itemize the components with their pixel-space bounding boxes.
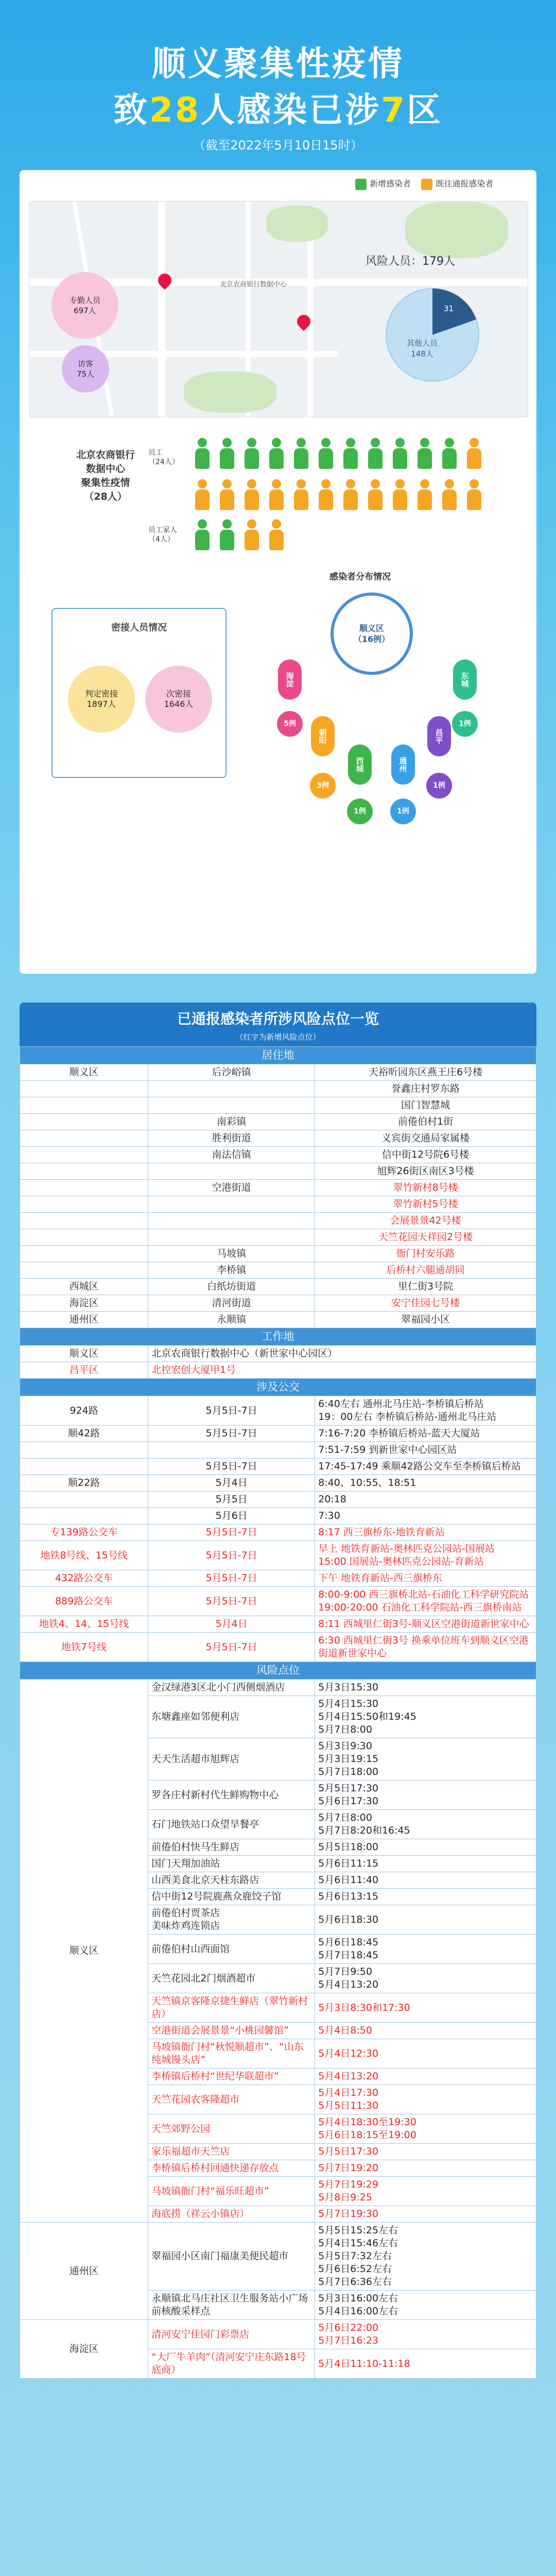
- person-icon: [266, 519, 287, 551]
- table-cell: 李桥镇后桥村“世纪华联超市”: [148, 2069, 315, 2085]
- table-cell: 早上 地铁育新站-奥林匹克公园站-国展站 15:00 国展站-奥林匹克公园站-育新站: [315, 1541, 536, 1570]
- table-cell: 后沙峪镇: [148, 1064, 315, 1081]
- title-suffix: 区: [406, 90, 443, 130]
- table-row: [20, 1680, 536, 1696]
- person-icon: [241, 519, 263, 551]
- table-row: [20, 1541, 536, 1570]
- table-cell: 5月4日: [148, 1475, 315, 1492]
- table-cell: 永顺镇: [148, 1312, 315, 1328]
- table-cell: [20, 1262, 148, 1279]
- table-cell: 翠竹新村8号楼: [315, 1180, 536, 1196]
- table-cell: 工作地: [20, 1328, 536, 1346]
- table-row: [20, 1346, 536, 1362]
- table-cell: 5月5日-7日: [148, 1587, 315, 1616]
- person-icon: [241, 479, 263, 511]
- table-cell: [20, 1459, 148, 1475]
- table-cell: 翠福园小区: [315, 1312, 536, 1328]
- table-cell: 前倦伯村快马生鲜店: [148, 1839, 315, 1856]
- legend-swatch-reported: [421, 179, 432, 190]
- table-cell: 5月7日19:29 5月8日9:25: [315, 2177, 536, 2206]
- table-row: [20, 1295, 536, 1312]
- bubble-visitors: 访客 75人: [62, 345, 109, 393]
- table-row: [20, 1229, 536, 1246]
- table-cell: 里仁街3号院: [315, 1279, 536, 1295]
- title-line-1: 顺义聚集性疫情: [152, 44, 404, 83]
- table-cell: 顺义区: [20, 1346, 148, 1362]
- table-cell: 8:00-9:00 西三旗桥北站-石油化工科学研究院站 19:00-20:00 石油化工科学院站-西三旗桥南站: [315, 1587, 536, 1616]
- table-row: [20, 1570, 536, 1587]
- table-cell: 南彩镇: [148, 1114, 315, 1130]
- table-cell: 翠竹新村5号楼: [315, 1196, 536, 1213]
- title-line-2: [0, 82, 556, 131]
- table-cell: 衙门村安乐路: [315, 1246, 536, 1262]
- table-cell: 李桥镇: [148, 1262, 315, 1279]
- person-icon: [290, 479, 312, 511]
- person-icon: [364, 438, 386, 470]
- map-poi-label: 北京农商银行数据中心: [220, 281, 287, 289]
- table-cell: 6:30 西城里仁街3号 换乘单位班车到顺义区空港街道新世家中心: [315, 1633, 536, 1662]
- section-header: [20, 1047, 536, 1064]
- table-cell: [20, 1442, 148, 1459]
- table-row: [20, 1587, 536, 1616]
- table-header: [20, 1003, 536, 1046]
- table-row: [20, 1475, 536, 1492]
- table-cell: [20, 1492, 148, 1508]
- table-cell: [148, 1229, 315, 1246]
- table-cell: 5月5日15:25左右 5月4日15:46左右 5月5日7:32左右 5月6日6:52左右 5月7日6:36左右: [315, 2223, 536, 2291]
- table-cell: 432路公交车: [20, 1570, 148, 1587]
- pie-other-label: 其他人员 148人: [407, 338, 438, 359]
- table-cell: 天竺花园北2门烟酒超市: [148, 1964, 315, 1993]
- table-cell: 会展景景42号楼: [315, 1213, 536, 1229]
- table-cell: 8:11 西城里仁街3号-顺义区空港街道新世家中心: [315, 1616, 536, 1633]
- hero-header: [0, 0, 556, 155]
- table-subtitle: （红字为新增风险点位）: [235, 1032, 321, 1042]
- table-cell: 5月6日: [148, 1508, 315, 1524]
- table-cell: 昌平区: [20, 1362, 148, 1379]
- table-row: [20, 1508, 536, 1524]
- table-cell: 后桥村六腿通胡同: [315, 1262, 536, 1279]
- table-cell: 李桥镇后桥村回通快递存放点: [148, 2160, 315, 2177]
- table-cell: 5月5日17:30 5月6日17:30: [315, 1781, 536, 1810]
- table-cell: 5月6日18:45 5月7日18:45: [315, 1935, 536, 1964]
- district-pill: 昌平: [427, 716, 451, 756]
- table-cell: 5月5日: [148, 1492, 315, 1508]
- table-cell: [148, 1081, 315, 1097]
- table-cell: 马坡镇衙门村“秋悦顺超市”、“山东纯城馒头店”: [148, 2039, 315, 2069]
- table-cell: 涉及公交: [20, 1379, 536, 1396]
- risk-people-label: 风险人员：179人: [366, 255, 455, 268]
- bubble-staff: 专勤人员 697人: [51, 272, 118, 339]
- table-cell: 海淀区: [20, 1295, 148, 1312]
- table-cell: [148, 1163, 315, 1180]
- table-row: [20, 1114, 536, 1130]
- table-cell: [20, 1246, 148, 1262]
- table-row: [20, 1246, 536, 1262]
- table-cell: [20, 1196, 148, 1213]
- table-cell: 前倦伯村山西面馆: [148, 1935, 315, 1964]
- district-pill: 东城: [453, 659, 477, 700]
- table-cell: 白纸坊街道: [148, 1279, 315, 1295]
- person-icon: [389, 438, 411, 470]
- table-cell: 胜利街道: [148, 1130, 315, 1147]
- section-header: [20, 1379, 536, 1396]
- person-icon: [439, 479, 460, 511]
- table-row: [20, 1459, 536, 1475]
- person-icon: [192, 438, 213, 470]
- table-cell: [20, 1097, 148, 1114]
- table-cell: 7:30: [315, 1508, 536, 1524]
- table-cell: [20, 1130, 148, 1147]
- table-cell: 北京农商银行数据中心（新世家中心园区）: [148, 1346, 536, 1362]
- table-cell: 地铁8号线、15号线: [20, 1541, 148, 1570]
- table-cell: 5月5日-7日: [148, 1524, 315, 1541]
- table-row: [20, 1081, 536, 1097]
- family-icons: [192, 519, 290, 553]
- table-cell: 海淀区: [20, 2320, 148, 2379]
- title-count-districts: 7: [380, 90, 407, 130]
- table-cell: 20:18: [315, 1492, 536, 1508]
- table-cell: 清河安宁佳园门彩票店: [148, 2320, 315, 2349]
- table-cell: 5月5日-7日: [148, 1570, 315, 1587]
- table-cell: 义宾街交通局家属楼: [315, 1130, 536, 1147]
- table-cell: 5月6日22:00 5月7日16:23: [315, 2320, 536, 2349]
- person-icon: [463, 479, 485, 511]
- table-row: [20, 1147, 536, 1163]
- table-row: [20, 1492, 536, 1508]
- table-cell: 8:40、10:55、18:51: [315, 1475, 536, 1492]
- table-cell: 天竺镇京客隆京捷生鲜店（翠竹新村店）: [148, 1993, 315, 2023]
- table-cell: 旭辉26街区南区3号楼: [315, 1163, 536, 1180]
- contacts-title: 密接人员情况: [111, 622, 167, 633]
- table-cell: [20, 1213, 148, 1229]
- table-cell: 5月5日-7日: [148, 1541, 315, 1570]
- person-icon: [216, 519, 238, 551]
- legend-new: 新增感染者: [370, 179, 411, 189]
- district-pill: 西城: [348, 744, 372, 785]
- table-cell: 5月7日19:30: [315, 2206, 536, 2223]
- person-icon: [414, 479, 436, 511]
- table-cell: 金汉绿港3区北小门西侧烟酒店: [148, 1680, 315, 1696]
- risk-pie-chart: [324, 242, 520, 397]
- table-cell: 北控宏创大厦甲1号: [148, 1362, 536, 1379]
- legend: [355, 177, 493, 190]
- person-icon: [216, 479, 238, 511]
- district-pill: 通州: [391, 744, 415, 785]
- table-cell: 5月6日13:15: [315, 1889, 536, 1905]
- section-header: [20, 1662, 536, 1680]
- table-cell: [20, 1147, 148, 1163]
- title-mid: 人感染已涉: [200, 90, 381, 130]
- table-row: [20, 2320, 536, 2349]
- district-pill: 海淀: [278, 659, 302, 700]
- family-label: 员工家人 （4人）: [148, 526, 177, 544]
- table-cell: 下午 地铁育新站-西三旗桥东: [315, 1570, 536, 1587]
- table-cell: 国门智慧城: [315, 1097, 536, 1114]
- table-body: [20, 1047, 536, 2379]
- table-cell: [148, 1097, 315, 1114]
- table-cell: 5月5日17:30: [315, 2144, 536, 2160]
- district-count: 5例: [277, 711, 303, 737]
- table-row: [20, 1213, 536, 1229]
- table-cell: 7:16-7:20 李桥镇后桥站-蓝天大厦站: [315, 1426, 536, 1442]
- table-cell: 誉鑫庄村罗东路: [315, 1081, 536, 1097]
- table-cell: 5月6日11:15: [315, 1856, 536, 1872]
- person-icon: [241, 438, 263, 470]
- table-cell: 居住地: [20, 1047, 536, 1064]
- distribution-title: 感染者分布情况: [329, 572, 391, 582]
- table-cell: 东塘鑫座如邻便利店: [148, 1696, 315, 1738]
- table-cell: 国门天翔加油站: [148, 1856, 315, 1872]
- table-row: [20, 1616, 536, 1633]
- table-row: [20, 1442, 536, 1459]
- table-cell: 5月5日18:00: [315, 1839, 536, 1856]
- person-icon: [364, 479, 386, 511]
- district-count: 1例: [452, 711, 478, 737]
- secondary-contacts-bubble: 次密接 1646人: [145, 666, 212, 733]
- table-cell: 5月7日19:20: [315, 2160, 536, 2177]
- pie-value: 31: [444, 304, 454, 313]
- table-cell: 8:17 西三旗桥东-地铁育新站: [315, 1524, 536, 1541]
- table-cell: 5月5日-7日: [148, 1396, 315, 1426]
- table-cell: 通州区: [20, 2223, 148, 2320]
- table-cell: [20, 1081, 148, 1097]
- legend-reported: 既往通报感染者: [436, 179, 494, 189]
- title-prefix: 致: [113, 90, 150, 130]
- table-row: [20, 1262, 536, 1279]
- person-icon: [463, 438, 485, 470]
- table-row: [20, 1163, 536, 1180]
- legend-swatch-new: [355, 179, 367, 190]
- cluster-title: 北京农商银行 数据中心 聚集性疫情 （28人）: [76, 449, 135, 502]
- table-cell: 山西美食北京天柱东路店: [148, 1872, 315, 1889]
- district-pill: 朝阳: [311, 716, 335, 756]
- table-cell: 5月3日15:30: [315, 1680, 536, 1696]
- table-cell: 天天生活超市旭辉店: [148, 1738, 315, 1781]
- table-cell: [20, 1229, 148, 1246]
- person-icon: [192, 479, 213, 511]
- district-count: 1例: [347, 799, 373, 824]
- table-row: [20, 1279, 536, 1295]
- close-contacts-bubble: 判定密接 1897人: [68, 666, 135, 733]
- table-cell: 5月4日8:50: [315, 2023, 536, 2039]
- table-cell: 永顺镇北马庄社区卫生服务站小广场前核酸采样点: [148, 2291, 315, 2320]
- table-row: [20, 1180, 536, 1196]
- district-count: 1例: [426, 773, 452, 799]
- table-cell: 空港街道: [148, 1180, 315, 1196]
- person-icon: [315, 438, 337, 470]
- table-cell: 5月3日8:30和17:30: [315, 1993, 536, 2023]
- table-cell: 5月5日-7日: [148, 1633, 315, 1662]
- table-cell: 5月5日-7日: [148, 1459, 315, 1475]
- table-cell: “大厂牛羊肉”（清河安宁庄东路18号底商）: [148, 2349, 315, 2379]
- table-row: [20, 1312, 536, 1328]
- district-count: 1例: [390, 799, 416, 824]
- table-row: [20, 1524, 536, 1541]
- table-cell: 7:51-7:59 到新世家中心园区站: [315, 1442, 536, 1459]
- table-title: 已通报感染者所涉风险点位一览: [177, 1010, 379, 1027]
- table-cell: [20, 1114, 148, 1130]
- table-cell: 前倦伯村贾茶店 美味炸鸡连锁店: [148, 1905, 315, 1935]
- center-district-bubble: 顺义区 （16例）: [331, 592, 413, 675]
- table-cell: 石门地铁站口众望旱餐亭: [148, 1810, 315, 1839]
- section-header: [20, 1328, 536, 1346]
- table-row: [20, 1196, 536, 1213]
- table-cell: 天竺郊野公园: [148, 2114, 315, 2144]
- table-cell: 安宁佳园七号楼: [315, 1295, 536, 1312]
- person-icon: [216, 438, 238, 470]
- table-cell: 5月6日11:40: [315, 1872, 536, 1889]
- table-cell: 5月4日11:10-11:18: [315, 2349, 536, 2379]
- table-cell: 顺42路: [20, 1426, 148, 1442]
- table-cell: 西城区: [20, 1279, 148, 1295]
- table-cell: 风险点位: [20, 1662, 536, 1680]
- table-row: [20, 1064, 536, 1081]
- table-cell: 空港街道会展景景“小桃园馨馆”: [148, 2023, 315, 2039]
- table-cell: 顺22路: [20, 1475, 148, 1492]
- contacts-panel: [51, 608, 227, 778]
- table-cell: [20, 1163, 148, 1180]
- table-cell: 专139路公交车: [20, 1524, 148, 1541]
- table-cell: 6:40左右 通州北马庄站-李桥镇后桥站 19：00左右 李桥镇后桥站-通州北马庄站: [315, 1396, 536, 1426]
- table-cell: 南法信镇: [148, 1147, 315, 1163]
- table-row: [20, 2223, 536, 2291]
- table-cell: 924路: [20, 1396, 148, 1426]
- person-icon: [439, 438, 460, 470]
- table-cell: 信中街12号院鹿燕众鹿饺子馆: [148, 1889, 315, 1905]
- table-row: [20, 1362, 536, 1379]
- date-note: （截至2022年5月10日15时）: [193, 138, 363, 152]
- table-cell: 罗各庄村新村代生鲜购物中心: [148, 1781, 315, 1810]
- title-count-people: 28: [149, 90, 201, 130]
- person-icon: [266, 438, 287, 470]
- table-cell: 17:45-17:49 乘顺42路公交车至李桥镇后桥站: [315, 1459, 536, 1475]
- table-cell: 5月4日: [148, 1616, 315, 1633]
- table-cell: 5月3日16:00左右 5月4日16:00左右: [315, 2291, 536, 2320]
- risk-people-panel: [324, 242, 520, 397]
- table-cell: 地铁7号线: [20, 1633, 148, 1662]
- table-cell: 5月4日18:30至19:30 5月6日18:15至19:00: [315, 2114, 536, 2144]
- table-cell: 5月3日9:30 5月3日19:15 5月7日18:00: [315, 1738, 536, 1781]
- table-cell: [148, 1213, 315, 1229]
- person-icon: [290, 438, 312, 470]
- table-cell: 5月4日15:30 5月4日15:50和19:45 5月7日8:00: [315, 1696, 536, 1738]
- table-row: [20, 1097, 536, 1114]
- district-count: 3例: [310, 773, 336, 799]
- person-icon: [340, 438, 361, 470]
- table-cell: 5月5日-7日: [148, 1426, 315, 1442]
- table-cell: 顺义区: [20, 1064, 148, 1081]
- person-icon: [389, 479, 411, 511]
- table-cell: [20, 1180, 148, 1196]
- table-cell: 地铁4、14、15号线: [20, 1616, 148, 1633]
- table-row: [20, 1130, 536, 1147]
- table-row: [20, 1396, 536, 1426]
- table-cell: 天裕昕园东区燕王庄6号楼: [315, 1064, 536, 1081]
- table-cell: 马坡镇衙门村“福乐旺超市”: [148, 2177, 315, 2206]
- table-cell: 海底捞（祥云小镇店）: [148, 2206, 315, 2223]
- person-icon: [340, 479, 361, 511]
- table-row: [20, 1633, 536, 1662]
- table-cell: [20, 1508, 148, 1524]
- table-cell: [148, 1196, 315, 1213]
- staff-icons-row1: [192, 438, 488, 472]
- table-cell: 5月7日8:00 5月7日8:20和16:45: [315, 1810, 536, 1839]
- table-cell: 5月7日9:50 5月4日13:20: [315, 1964, 536, 1993]
- table-cell: 天竺花园天祥园2号楼: [315, 1229, 536, 1246]
- table-cell: [148, 1442, 315, 1459]
- person-icon: [192, 519, 213, 551]
- table-cell: 5月4日12:30: [315, 2039, 536, 2069]
- table-cell: 889路公交车: [20, 1587, 148, 1616]
- table-cell: 顺义区: [20, 1680, 148, 2223]
- table-row: [20, 1426, 536, 1442]
- person-icon: [266, 479, 287, 511]
- table-cell: 家乐福超市天竺店: [148, 2144, 315, 2160]
- table-cell: 清河街道: [148, 1295, 315, 1312]
- person-icon: [315, 479, 337, 511]
- staff-label: 员工 （24人）: [148, 449, 179, 466]
- table-cell: 5月4日17:30 5月5日11:30: [315, 2085, 536, 2114]
- table-cell: 5月4日13:20: [315, 2069, 536, 2085]
- table-cell: 信中街12号院6号楼: [315, 1147, 536, 1163]
- risk-table: [20, 1003, 536, 2379]
- table-cell: 前倦伯村1街: [315, 1114, 536, 1130]
- table-cell: 翠福园小区南门福康美便民超市: [148, 2223, 315, 2291]
- table-cell: 马坡镇: [148, 1246, 315, 1262]
- table-cell: 天竺花园农客隆超市: [148, 2085, 315, 2114]
- staff-icons-row2: [192, 479, 488, 513]
- table-cell: 通州区: [20, 1312, 148, 1328]
- person-icon: [414, 438, 436, 470]
- table-cell: 5月6日18:30: [315, 1905, 536, 1935]
